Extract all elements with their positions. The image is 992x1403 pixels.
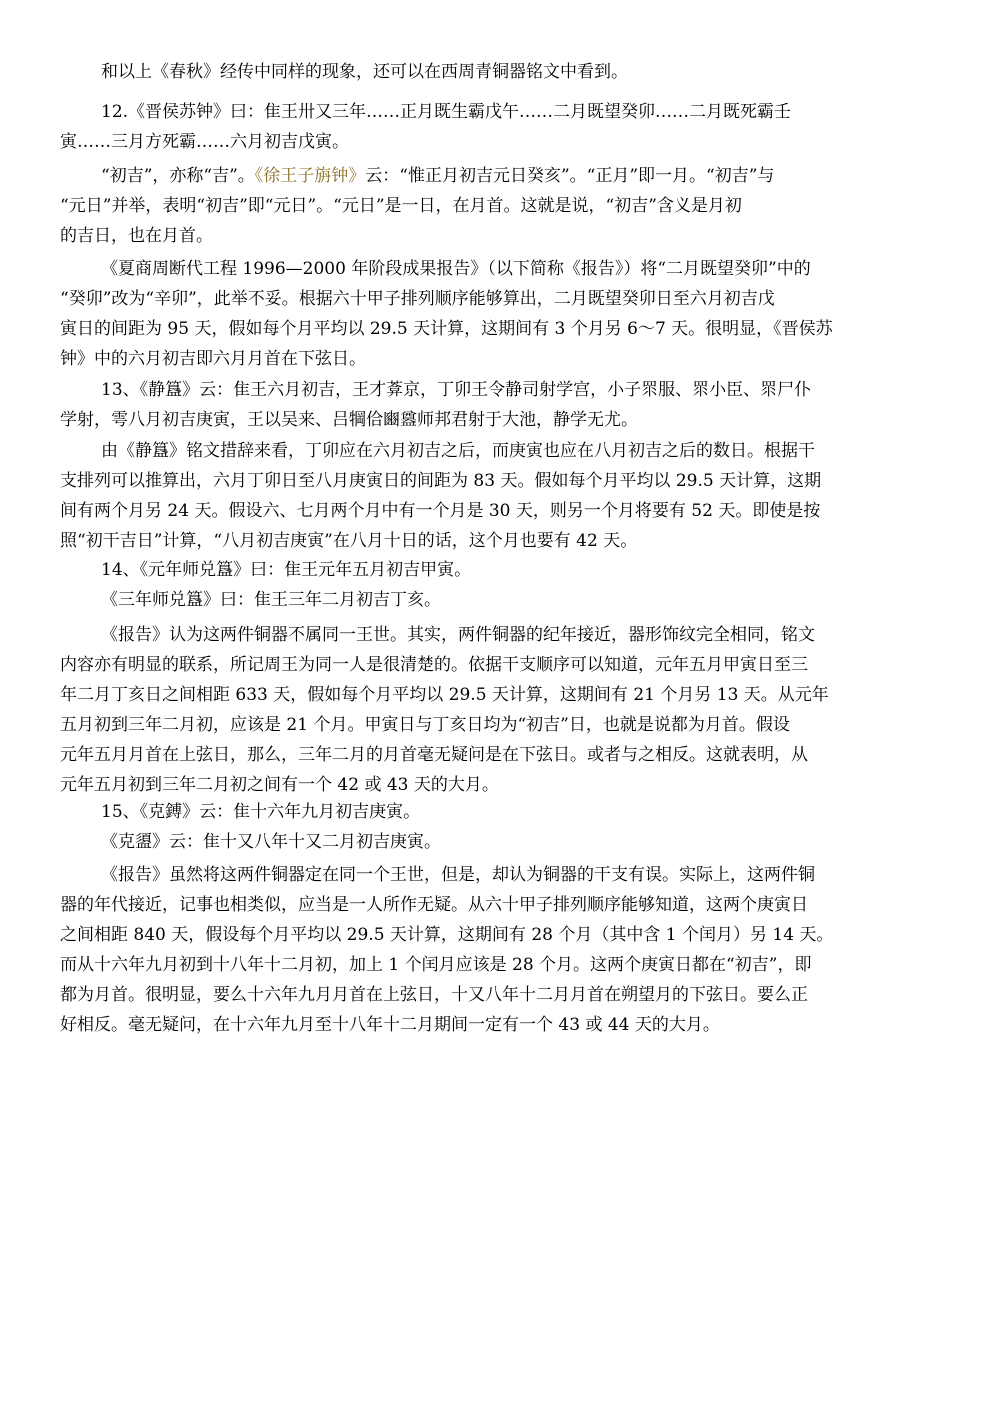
text-line: 寅日的间距为 95 天，假如每个月平均以 29.5 天计算，这期间有 3 个月另 6～7 天。很明显，《晋侯苏	[60, 319, 833, 339]
text-line: 钟》中的六月初吉即六月月首在下弦日。	[60, 349, 366, 369]
paragraph-jinggui-analysis	[60, 436, 936, 556]
paragraph-intro	[60, 57, 936, 87]
text-line: 《三年师兑簋》曰：隹王三年二月初吉丁亥。	[101, 590, 441, 610]
inscription-link[interactable]: 《徐王子旃钟》	[254, 166, 366, 186]
text-line: 14、《元年师兑簋》曰：隹王元年五月初吉甲寅。	[101, 560, 472, 580]
text-run: “初吉”，亦称“吉”。	[101, 166, 255, 186]
paragraph-item-14	[60, 555, 936, 615]
text-line: 五月初到三年二月初，应该是 21 个月。甲寅日与丁亥日均为“初吉”日，也就是说都为月首。假设	[60, 715, 790, 735]
text-line: 《报告》虽然将这两件铜器定在同一个王世，但是，却认为铜器的干支有误。实际上，这两件铜	[101, 865, 815, 885]
text-line: 而从十六年九月初到十八年十二月初，加上 1 个闰月应该是 28 个月。这两个庚寅日都在“初吉”，即	[60, 955, 812, 975]
text-line: 之间相距 840 天，假设每个月平均以 29.5 天计算，这期间有 28 个月（其中含 1 个闰月）另 14 天。	[60, 925, 834, 945]
text-line: 寅……三月方死霸……六月初吉戊寅。	[60, 132, 349, 152]
text-line: 间有两个月另 24 天。假设六、七月两个月中有一个月是 30 天，则另一个月将要有 52 天。即使是按	[60, 501, 821, 521]
paragraph-item-13	[60, 375, 936, 435]
text-line: 的吉日，也在月首。	[60, 226, 213, 246]
paragraph-chuji	[60, 161, 936, 251]
text-line: 器的年代接近，记事也相类似，应当是一人所作无疑。从六十甲子排列顺序能够知道，这两个庚寅日	[60, 895, 808, 915]
text-line: 12.《晋侯苏钟》曰：隹王卅又三年……正月既生霸戊午……二月既望癸卯……二月既死霸壬	[101, 102, 792, 122]
text-line: 年二月丁亥日之间相距 633 天，假如每个月平均以 29.5 天计算，这期间有 21 个月另 13 天。从元年	[60, 685, 829, 705]
text-line: 学射，雩八月初吉庚寅，王以吴来、吕犅佮豳𥂴师邦君射于大池，静学无尤。	[60, 410, 638, 430]
paragraph-shidui-analysis	[60, 620, 936, 800]
text-run: 云：“惟正月初吉元日癸亥”。“正月”即一月。“初吉”与	[365, 166, 775, 186]
text-line	[60, 161, 936, 191]
text-line: 《夏商周断代工程 1996—2000 年阶段成果报告》（以下简称《报告》）将“二月既望癸卯”中的	[101, 259, 811, 279]
text-line: 元年五月月首在上弦日，那么，三年二月的月首毫无疑问是在下弦日。或者与之相反。这就表明，从	[60, 745, 808, 765]
text-line: “癸卯”改为“辛卯”，此举不妥。根据六十甲子排列顺序能够算出，二月既望癸卯日至六月初吉戊	[60, 289, 775, 309]
paragraph-report	[60, 254, 936, 374]
text-line: 好相反。毫无疑问，在十六年九月至十八年十二月期间一定有一个 43 或 44 天的大月。	[60, 1015, 720, 1035]
text-line: 支排列可以推算出，六月丁卯日至八月庚寅日的间距为 83 天。假如每个月平均以 29.5 天计算，这期	[60, 471, 822, 491]
paragraph-item-15	[60, 797, 936, 857]
text-line: 元年五月初到三年二月初之间有一个 42 或 43 天的大月。	[60, 775, 499, 795]
paragraph-item-12	[60, 97, 936, 157]
text-line: “元日”并举，表明“初吉”即“元日”。“元日”是一日，在月首。这就是说，“初吉”含义是月初	[60, 196, 742, 216]
text-line: 《报告》认为这两件铜器不属同一王世。其实，两件铜器的纪年接近，器形饰纹完全相同，铭文	[101, 625, 815, 645]
text-line: 由《静簋》铭文措辞来看，丁卯应在六月初吉之后，而庚寅也应在八月初吉之后的数日。根据干	[101, 441, 815, 461]
text-line: 15、《克鎛》云：隹十六年九月初吉庚寅。	[101, 802, 421, 822]
paragraph-ke-analysis	[60, 860, 936, 1040]
text-line: 《克盨》云：隹十又八年十又二月初吉庚寅。	[101, 832, 441, 852]
text-line: 都为月首。很明显，要么十六年九月月首在上弦日，十又八年十二月月首在朔望月的下弦日。要么正	[60, 985, 808, 1005]
text-line: 照“初干吉日”计算，“八月初吉庚寅”在八月十日的话，这个月也要有 42 天。	[60, 531, 638, 551]
text-line: 13、《静簋》云：隹王六月初吉，王才葊京，丁卯王令静司射学宫，小子眔服、眔小臣、眔尸仆	[101, 380, 812, 400]
text-line: 内容亦有明显的联系，所记周王为同一人是很清楚的。依据干支顺序可以知道，元年五月甲寅日至三	[60, 655, 808, 675]
text-line: 和以上《春秋》经传中同样的现象，还可以在西周青铜器铭文中看到。	[101, 62, 628, 82]
